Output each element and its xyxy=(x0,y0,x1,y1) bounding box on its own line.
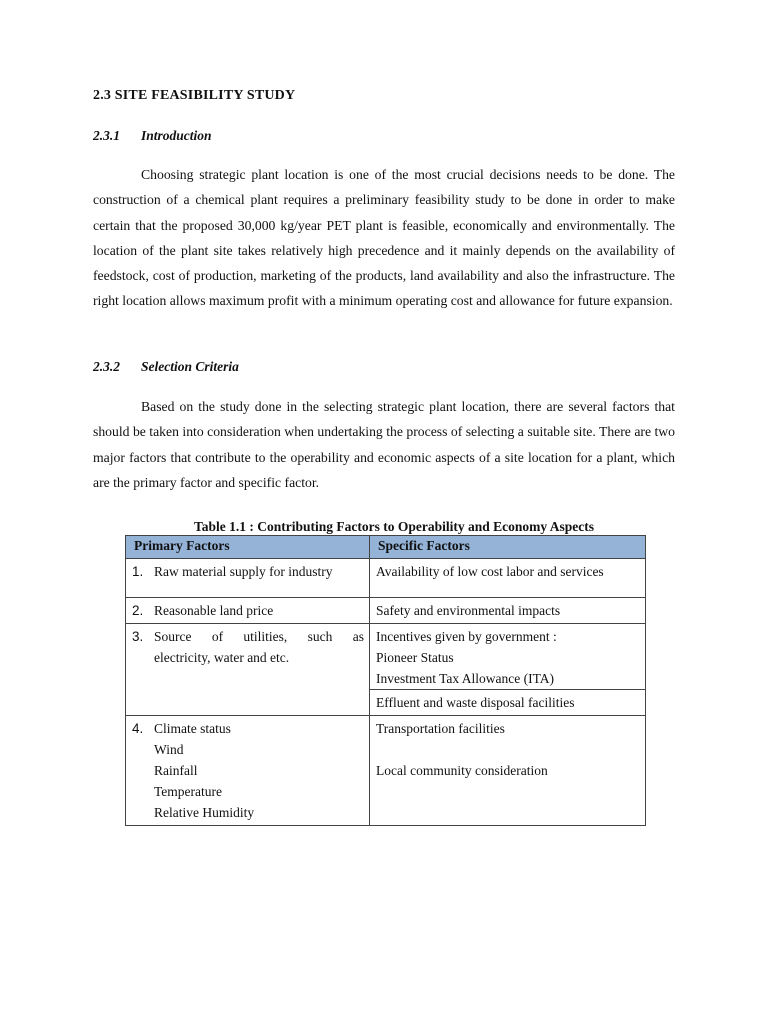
climate-sub-item: Rainfall xyxy=(154,763,198,778)
specific-cell xyxy=(370,624,646,690)
row-number: 4. xyxy=(132,721,144,736)
primary-factor-text: Source of utilities, such as xyxy=(154,629,364,644)
table-header-row xyxy=(126,536,646,559)
criteria-heading-number: 2.3.2 xyxy=(93,359,120,374)
row-number: 3. xyxy=(132,629,144,644)
primary-factor-text: Raw material supply for industry xyxy=(154,564,333,579)
specific-factor-line: Incentives given by government : xyxy=(376,629,557,644)
intro-heading-text: Introduction xyxy=(141,128,212,143)
intro-heading xyxy=(93,128,212,144)
criteria-heading-text: Selection Criteria xyxy=(141,359,239,374)
specific-factor-line: Investment Tax Allowance (ITA) xyxy=(376,671,555,686)
primary-cell xyxy=(126,598,370,624)
table-row xyxy=(126,624,646,690)
climate-sub-item: Relative Humidity xyxy=(154,805,255,820)
criteria-heading xyxy=(93,359,239,375)
specific-cell xyxy=(370,598,646,624)
specific-cell xyxy=(370,559,646,598)
climate-sub-item: Temperature xyxy=(154,784,223,799)
primary-factor-text: Climate status xyxy=(154,721,231,736)
row-number: 1. xyxy=(132,564,144,579)
primary-factor-text-continued: electricity, water and etc. xyxy=(154,650,290,665)
primary-cell xyxy=(126,624,370,716)
factors-table xyxy=(125,535,646,826)
specific-cell xyxy=(370,716,646,826)
criteria-paragraph: Based on the study done in the selecting strategic plant location, there are several factors that should be taken into consideration when undertaking the process of selecting a suitable site. There are two major factors that contribute to the operability and economic aspects of a site location for a plant, which are the primary factor and specific factor. xyxy=(93,399,675,490)
climate-sub-item: Wind xyxy=(154,742,184,757)
table-row xyxy=(126,716,646,826)
header-primary-factors: Primary Factors xyxy=(126,536,370,559)
specific-factor-text: Effluent and waste disposal facilities xyxy=(376,695,575,710)
table-caption: Table 1.1 : Contributing Factors to Operability and Economy Aspects xyxy=(193,519,595,534)
intro-heading-number: 2.3.1 xyxy=(93,128,120,143)
specific-factor-line: Transportation facilities xyxy=(376,721,505,736)
row-number: 2. xyxy=(132,603,144,618)
spacer-line xyxy=(376,739,640,760)
specific-factor-text: Availability of low cost labor and services xyxy=(376,564,604,579)
section-title: 2.3 SITE FEASIBILITY STUDY xyxy=(93,88,296,103)
primary-factor-text: Reasonable land price xyxy=(154,603,274,618)
intro-paragraph: Choosing strategic plant location is one of the most crucial decisions needs to be done. The construction of a chemical plant requires a preliminary feasibility study to be done in order to make certain that the proposed 30,000 kg/year PET plant is feasible, economically and environmentally. The location of the plant site takes relatively high precedence and it mainly depends on the availability of feedstock, cost of production, marketing of the products, land availability and also the infrastructure. The right location allows maximum profit with a minimum operating cost and allowance for future expansion. xyxy=(93,167,675,309)
specific-factor-line: Local community consideration xyxy=(376,763,548,778)
specific-factor-line: Pioneer Status xyxy=(376,650,454,665)
specific-factor-text: Safety and environmental impacts xyxy=(376,603,561,618)
table-row xyxy=(126,559,646,598)
table-row xyxy=(126,598,646,624)
header-specific-factors: Specific Factors xyxy=(370,536,646,559)
primary-cell xyxy=(126,716,370,826)
specific-cell xyxy=(370,690,646,716)
primary-cell xyxy=(126,559,370,598)
